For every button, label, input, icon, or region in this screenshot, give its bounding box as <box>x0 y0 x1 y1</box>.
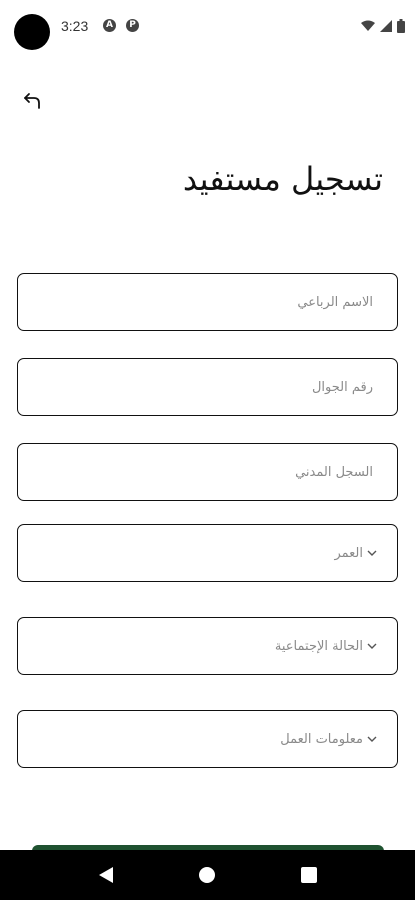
marital-status-dropdown-label: الحالة الإجتماعية <box>274 638 363 654</box>
chevron-down-icon <box>367 550 377 557</box>
age-dropdown-label: العمر <box>334 545 363 561</box>
civil-record-input[interactable] <box>18 444 397 500</box>
camera-cutout <box>14 14 50 50</box>
full-name-field-container <box>17 273 398 331</box>
status-bar <box>0 0 415 64</box>
marital-status-dropdown[interactable] <box>17 617 398 675</box>
notification-a-icon: A <box>103 19 116 32</box>
page-title: تسجيل مستفيد <box>182 160 383 198</box>
system-icons <box>361 18 405 34</box>
back-button[interactable] <box>20 88 46 114</box>
battery-icon <box>397 19 405 33</box>
wifi-icon <box>361 20 375 32</box>
notification-b-icon: P <box>126 19 139 32</box>
mobile-field-container <box>17 358 398 416</box>
civil-record-field-container <box>17 443 398 501</box>
work-info-dropdown-label: معلومات العمل <box>280 731 363 747</box>
chevron-down-icon <box>367 736 377 743</box>
chevron-down-icon <box>367 643 377 650</box>
nav-back-button[interactable] <box>86 855 126 895</box>
mobile-input[interactable] <box>18 359 397 415</box>
nav-home-button[interactable] <box>187 855 227 895</box>
nav-recents-button[interactable] <box>289 855 329 895</box>
status-time: 3:23 <box>61 18 89 34</box>
full-name-input[interactable] <box>18 274 397 330</box>
home-circle-icon <box>198 866 216 884</box>
back-triangle-icon <box>98 866 114 884</box>
navigation-bar <box>0 850 415 900</box>
work-info-dropdown[interactable] <box>17 710 398 768</box>
back-arrow-icon <box>23 92 43 110</box>
age-dropdown[interactable] <box>17 524 398 582</box>
cellular-signal-icon <box>380 20 392 32</box>
recents-square-icon <box>301 867 317 883</box>
